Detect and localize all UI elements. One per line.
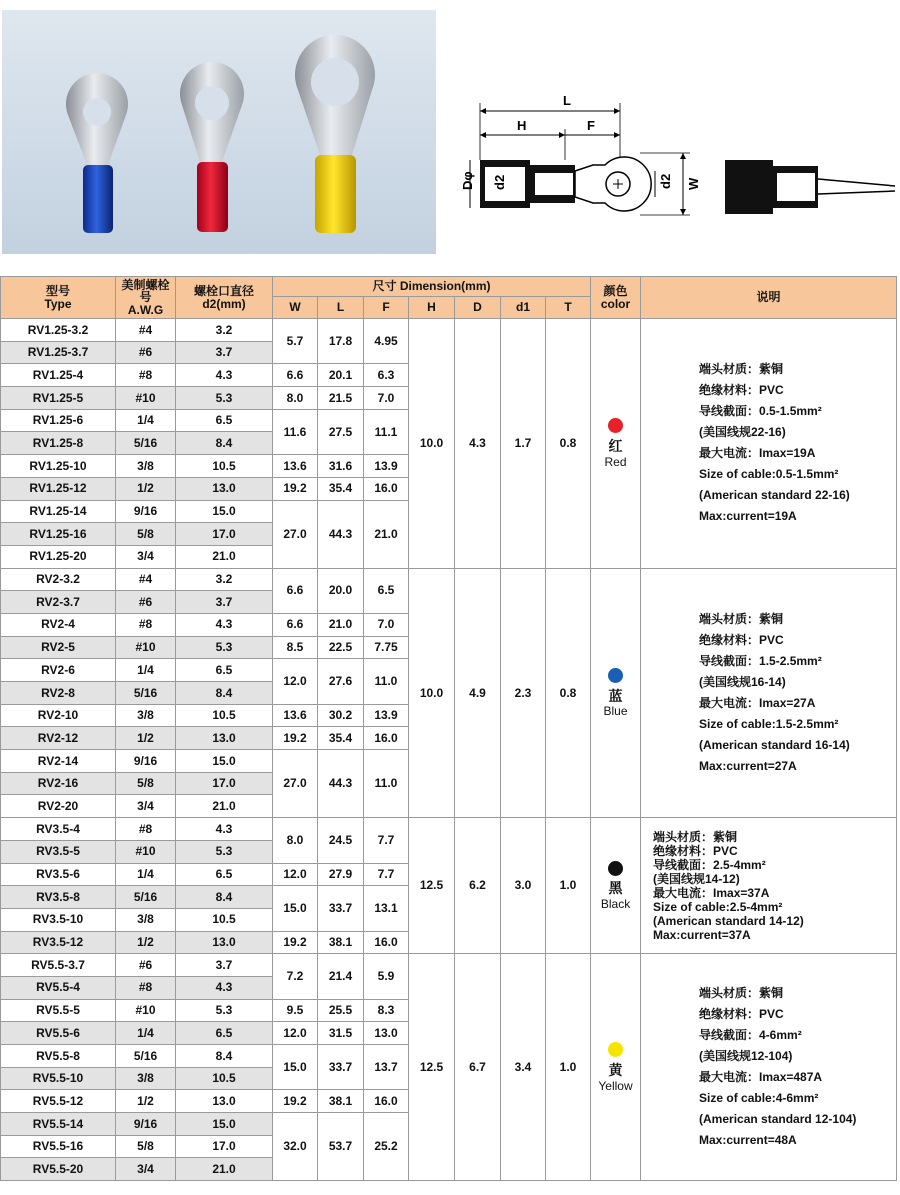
cell-awg: #8 [116, 613, 176, 636]
cell-W: 6.6 [273, 568, 318, 613]
cell-F: 11.1 [364, 409, 409, 454]
color-name-en: Yellow [598, 1078, 633, 1093]
cell-type: RV1.25-16 [1, 523, 116, 546]
cell-type: RV2-5 [1, 636, 116, 659]
cell-d2: 13.0 [176, 477, 273, 500]
color-name-en: Red [604, 454, 627, 469]
header-dimension: 尺寸 Dimension(mm) [273, 277, 591, 297]
cell-d2: 13.0 [176, 1090, 273, 1113]
description-line: 端头材质：紫铜 [699, 362, 784, 377]
cell-F: 16.0 [364, 1090, 409, 1113]
cell-type: RV1.25-8 [1, 432, 116, 455]
cell-type: RV5.5-12 [1, 1090, 116, 1113]
cell-d2: 21.0 [176, 545, 273, 568]
cell-F: 13.9 [364, 704, 409, 727]
cell-type: RV1.25-3.2 [1, 319, 116, 342]
cell-d2: 5.3 [176, 387, 273, 410]
cell-d2: 17.0 [176, 1135, 273, 1158]
cell-type: RV1.25-4 [1, 364, 116, 387]
header-d2-en: d2(mm) [202, 296, 246, 311]
header-dim-d1: d1 [501, 297, 546, 319]
cell-W: 8.5 [273, 636, 318, 659]
cell-d2: 4.3 [176, 364, 273, 387]
cell-awg: 1/4 [116, 863, 176, 886]
description-line: 最大电流：Imax=19A [699, 446, 816, 461]
cell-type: RV2-6 [1, 659, 116, 682]
description-line: (American standard 14-12) [653, 913, 804, 928]
color-dot-icon [608, 861, 623, 876]
cell-W: 8.0 [273, 387, 318, 410]
header-color [591, 277, 641, 319]
cell-d1: 2.3 [501, 568, 546, 818]
table-row [1, 319, 897, 342]
cell-type: RV3.5-4 [1, 818, 116, 841]
description-line: Size of cable:4-6mm² [699, 1091, 819, 1106]
cell-awg: #8 [116, 976, 176, 999]
cell-type: RV5.5-16 [1, 1135, 116, 1158]
cell-d2: 15.0 [176, 750, 273, 773]
description-line: Max:current=19A [699, 509, 797, 524]
diagram-label-W: W [686, 177, 701, 190]
cell-L: 17.8 [318, 319, 364, 364]
cell-awg: 5/8 [116, 1135, 176, 1158]
cell-type: RV2-16 [1, 772, 116, 795]
cell-L: 44.3 [318, 500, 364, 568]
header-dim-L: L [318, 297, 364, 319]
cell-W: 27.0 [273, 500, 318, 568]
cell-W: 11.6 [273, 409, 318, 454]
diagram-label-H: H [517, 118, 527, 133]
header-color-zh: 颜色 [603, 283, 628, 298]
cell-F: 4.95 [364, 319, 409, 364]
cell-type: RV2-4 [1, 613, 116, 636]
cell-awg: 3/8 [116, 1067, 176, 1090]
cell-type: RV3.5-10 [1, 908, 116, 931]
cell-L: 33.7 [318, 886, 364, 931]
cell-awg: #6 [116, 341, 176, 364]
color-dot-icon [608, 418, 623, 433]
cell-F: 11.0 [364, 750, 409, 818]
cell-awg: 1/2 [116, 727, 176, 750]
cell-awg: 1/2 [116, 477, 176, 500]
cell-awg: 1/2 [116, 1090, 176, 1113]
color-name-zh: 蓝 [608, 687, 623, 704]
description-line: 绝缘材料：PVC [699, 632, 784, 647]
table-row [1, 954, 897, 977]
description-line: (American standard 16-14) [699, 737, 850, 752]
cell-T: 1.0 [546, 818, 591, 954]
cell-L: 27.6 [318, 659, 364, 704]
cell-d2: 6.5 [176, 1022, 273, 1045]
description-line: Size of cable:2.5-4mm² [653, 899, 783, 914]
table-row [1, 568, 897, 591]
cell-W: 32.0 [273, 1113, 318, 1181]
header-awg-en: A.W.G [127, 302, 164, 317]
cell-color [591, 818, 641, 954]
description-line: 导线截面：0.5-1.5mm² [699, 404, 822, 419]
cell-awg: #4 [116, 319, 176, 342]
cell-d2: 10.5 [176, 704, 273, 727]
cell-awg: #10 [116, 636, 176, 659]
spec-table-body [1, 319, 897, 1181]
cell-awg: 9/16 [116, 1113, 176, 1136]
cell-awg: 3/8 [116, 455, 176, 478]
diagram-label-d2-sleeve: d2 [492, 174, 507, 190]
header-awg [116, 277, 176, 319]
cell-F: 21.0 [364, 500, 409, 568]
cell-W: 19.2 [273, 477, 318, 500]
description-line: 最大电流：Imax=27A [699, 695, 816, 710]
cell-L: 38.1 [318, 1090, 364, 1113]
cell-F: 6.3 [364, 364, 409, 387]
header-awg-zh: 美制螺栓号 [121, 277, 170, 305]
description-line: 导线截面：1.5-2.5mm² [699, 653, 822, 668]
red-terminal [180, 62, 244, 232]
cell-type: RV5.5-5 [1, 999, 116, 1022]
yellow-terminal [295, 35, 375, 233]
cell-F: 7.7 [364, 863, 409, 886]
cell-T: 0.8 [546, 568, 591, 818]
cell-L: 25.5 [318, 999, 364, 1022]
cell-type: RV1.25-3.7 [1, 341, 116, 364]
description-line: 端头材质：紫铜 [699, 986, 784, 1001]
header-color-en: color [600, 296, 631, 311]
header-d2-zh: 螺栓口直径 [193, 283, 254, 298]
cell-d2: 17.0 [176, 523, 273, 546]
cell-d2: 15.0 [176, 1113, 273, 1136]
cell-type: RV2-14 [1, 750, 116, 773]
color-name-en: Black [600, 897, 631, 912]
cell-d2: 8.4 [176, 886, 273, 909]
description-line: 绝缘材料：PVC [699, 383, 784, 398]
cell-type: RV1.25-10 [1, 455, 116, 478]
cell-type: RV1.25-12 [1, 477, 116, 500]
cell-awg: 3/4 [116, 545, 176, 568]
cell-L: 20.0 [318, 568, 364, 613]
cell-type: RV2-20 [1, 795, 116, 818]
cell-d2: 5.3 [176, 999, 273, 1022]
cell-W: 6.6 [273, 613, 318, 636]
cell-d2: 10.5 [176, 1067, 273, 1090]
cell-L: 27.9 [318, 863, 364, 886]
cell-W: 13.6 [273, 704, 318, 727]
ring-terminals-illustration [2, 10, 436, 254]
header-description: 说明 [641, 277, 897, 319]
cell-awg: 1/4 [116, 409, 176, 432]
cell-d2: 13.0 [176, 727, 273, 750]
cell-awg: #10 [116, 999, 176, 1022]
cell-awg: #10 [116, 387, 176, 410]
cell-W: 12.0 [273, 863, 318, 886]
cell-type: RV3.5-5 [1, 840, 116, 863]
cell-type: RV3.5-8 [1, 886, 116, 909]
cell-d2: 8.4 [176, 682, 273, 705]
cell-D: 6.2 [455, 818, 501, 954]
cell-F: 11.0 [364, 659, 409, 704]
cell-F: 13.9 [364, 455, 409, 478]
description-line: (美国线规16-14) [699, 674, 786, 689]
cell-H: 12.5 [409, 954, 455, 1181]
cell-L: 35.4 [318, 477, 364, 500]
cell-type: RV5.5-20 [1, 1158, 116, 1181]
cell-d2: 4.3 [176, 976, 273, 999]
description-line: 导线截面：4-6mm² [699, 1028, 802, 1043]
description-line: Max:current=37A [653, 927, 751, 942]
cell-awg: 5/8 [116, 772, 176, 795]
header-dim-F: F [364, 297, 409, 319]
cell-D: 4.3 [455, 319, 501, 569]
cell-L: 20.1 [318, 364, 364, 387]
cell-W: 13.6 [273, 455, 318, 478]
cell-d2: 8.4 [176, 432, 273, 455]
cell-L: 22.5 [318, 636, 364, 659]
diagram-label-F: F [587, 118, 595, 133]
description-line: 绝缘材料：PVC [653, 843, 738, 858]
cell-W: 19.2 [273, 727, 318, 750]
color-name-zh: 黑 [608, 880, 623, 897]
color-dot-icon [608, 1042, 623, 1057]
cell-L: 21.4 [318, 954, 364, 999]
color-name-zh: 红 [608, 437, 623, 454]
cell-W: 5.7 [273, 319, 318, 364]
cell-L: 24.5 [318, 818, 364, 863]
cell-color [591, 319, 641, 569]
cell-T: 0.8 [546, 319, 591, 569]
cell-L: 44.3 [318, 750, 364, 818]
cell-T: 1.0 [546, 954, 591, 1181]
cell-d2: 17.0 [176, 772, 273, 795]
cell-type: RV5.5-3.7 [1, 954, 116, 977]
cell-d2: 3.7 [176, 341, 273, 364]
cell-D: 4.9 [455, 568, 501, 818]
description-line: 最大电流：Imax=487A [699, 1070, 823, 1085]
cell-d2: 5.3 [176, 636, 273, 659]
header-d2 [176, 277, 273, 319]
table-row [1, 818, 897, 841]
cell-awg: 5/16 [116, 682, 176, 705]
cell-d1: 3.0 [501, 818, 546, 954]
cell-d1: 1.7 [501, 319, 546, 569]
cell-type: RV1.25-20 [1, 545, 116, 568]
cell-awg: 5/16 [116, 432, 176, 455]
header-type [1, 277, 116, 319]
cell-awg: 1/4 [116, 659, 176, 682]
cell-awg: 3/4 [116, 1158, 176, 1181]
cell-F: 16.0 [364, 727, 409, 750]
cell-type: RV5.5-10 [1, 1067, 116, 1090]
cell-awg: 5/16 [116, 1045, 176, 1068]
description-line: (美国线规14-12) [653, 871, 740, 886]
cell-W: 19.2 [273, 1090, 318, 1113]
cell-F: 8.3 [364, 999, 409, 1022]
cell-F: 7.0 [364, 387, 409, 410]
header-dim-D: D [455, 297, 501, 319]
cell-type: RV5.5-4 [1, 976, 116, 999]
cell-W: 6.6 [273, 364, 318, 387]
cell-awg: #6 [116, 954, 176, 977]
cell-awg: 3/4 [116, 795, 176, 818]
cell-d2: 13.0 [176, 931, 273, 954]
spec-table [0, 276, 897, 1181]
cell-description [641, 319, 897, 569]
cell-description [641, 818, 897, 954]
header-dim-W: W [273, 297, 318, 319]
cell-F: 16.0 [364, 931, 409, 954]
product-photo [2, 10, 436, 254]
cell-type: RV5.5-6 [1, 1022, 116, 1045]
description-line: Size of cable:0.5-1.5mm² [699, 467, 839, 482]
dimension-diagram [455, 85, 900, 235]
cell-d2: 21.0 [176, 1158, 273, 1181]
cell-type: RV2-12 [1, 727, 116, 750]
cell-d2: 3.7 [176, 954, 273, 977]
cell-d2: 3.2 [176, 568, 273, 591]
cell-F: 7.7 [364, 818, 409, 863]
cell-awg: 5/16 [116, 886, 176, 909]
cell-awg: #8 [116, 818, 176, 841]
header-dim-H: H [409, 297, 455, 319]
cell-d2: 6.5 [176, 659, 273, 682]
diagram-label-L: L [563, 93, 571, 108]
description-line: 端头材质：紫铜 [699, 611, 784, 626]
cell-W: 8.0 [273, 818, 318, 863]
cell-L: 31.6 [318, 455, 364, 478]
cell-type: RV1.25-6 [1, 409, 116, 432]
cell-color [591, 954, 641, 1181]
diagram-label-d2-ring: d2 [658, 173, 673, 189]
cell-d2: 3.2 [176, 319, 273, 342]
cell-d2: 4.3 [176, 818, 273, 841]
cell-H: 10.0 [409, 319, 455, 569]
cell-type: RV2-10 [1, 704, 116, 727]
description-line: Max:current=27A [699, 758, 797, 773]
cell-d2: 8.4 [176, 1045, 273, 1068]
description-line: 最大电流：Imax=37A [653, 885, 770, 900]
description-line: (American standard 22-16) [699, 488, 850, 503]
header-type-zh: 型号 [45, 283, 70, 298]
description-line: 绝缘材料：PVC [699, 1007, 784, 1022]
cell-awg: #10 [116, 840, 176, 863]
description-line: (美国线规12-104) [699, 1049, 793, 1064]
cell-awg: 3/8 [116, 704, 176, 727]
cell-awg: 9/16 [116, 500, 176, 523]
cell-type: RV1.25-14 [1, 500, 116, 523]
cell-L: 33.7 [318, 1045, 364, 1090]
cell-d2: 3.7 [176, 591, 273, 614]
color-name-zh: 黄 [608, 1061, 623, 1078]
cell-type: RV2-3.2 [1, 568, 116, 591]
cell-awg: #4 [116, 568, 176, 591]
description-line: Max:current=48A [699, 1133, 797, 1148]
cell-L: 21.5 [318, 387, 364, 410]
cell-description [641, 568, 897, 818]
cell-D: 6.7 [455, 954, 501, 1181]
blue-terminal [66, 73, 128, 233]
cell-F: 13.0 [364, 1022, 409, 1045]
cell-F: 13.1 [364, 886, 409, 931]
cell-d2: 4.3 [176, 613, 273, 636]
cell-W: 27.0 [273, 750, 318, 818]
cell-L: 30.2 [318, 704, 364, 727]
cell-awg: 1/4 [116, 1022, 176, 1045]
cell-type: RV5.5-14 [1, 1113, 116, 1136]
cell-W: 7.2 [273, 954, 318, 999]
cell-d2: 10.5 [176, 455, 273, 478]
cell-color [591, 568, 641, 818]
cell-type: RV3.5-6 [1, 863, 116, 886]
cell-W: 15.0 [273, 886, 318, 931]
cell-d2: 5.3 [176, 840, 273, 863]
description-line: 导线截面：2.5-4mm² [653, 857, 766, 872]
cell-type: RV1.25-5 [1, 387, 116, 410]
cell-F: 7.75 [364, 636, 409, 659]
cell-awg: #8 [116, 364, 176, 387]
cell-awg: 1/2 [116, 931, 176, 954]
cell-F: 13.7 [364, 1045, 409, 1090]
cell-type: RV2-3.7 [1, 591, 116, 614]
cell-L: 38.1 [318, 931, 364, 954]
cell-description [641, 954, 897, 1181]
cell-W: 12.0 [273, 659, 318, 704]
color-name-en: Blue [603, 704, 628, 719]
color-dot-icon [608, 668, 623, 683]
cell-type: RV3.5-12 [1, 931, 116, 954]
cell-H: 10.0 [409, 568, 455, 818]
cell-awg: #6 [116, 591, 176, 614]
cell-type: RV2-8 [1, 682, 116, 705]
cell-d2: 6.5 [176, 409, 273, 432]
description-line: (American standard 12-104) [699, 1112, 857, 1127]
cell-d2: 15.0 [176, 500, 273, 523]
cell-L: 53.7 [318, 1113, 364, 1181]
cell-F: 6.5 [364, 568, 409, 613]
cell-d2: 6.5 [176, 863, 273, 886]
cell-W: 15.0 [273, 1045, 318, 1090]
cell-W: 12.0 [273, 1022, 318, 1045]
cell-W: 9.5 [273, 999, 318, 1022]
cell-L: 21.0 [318, 613, 364, 636]
cell-W: 19.2 [273, 931, 318, 954]
cell-awg: 5/8 [116, 523, 176, 546]
cell-awg: 3/8 [116, 908, 176, 931]
cell-F: 7.0 [364, 613, 409, 636]
cell-L: 27.5 [318, 409, 364, 454]
diagram-label-Dphi: Dφ [460, 171, 475, 190]
cell-d1: 3.4 [501, 954, 546, 1181]
cell-L: 31.5 [318, 1022, 364, 1045]
description-line: Size of cable:1.5-2.5mm² [699, 716, 839, 731]
cell-F: 16.0 [364, 477, 409, 500]
cell-F: 25.2 [364, 1113, 409, 1181]
cell-awg: 9/16 [116, 750, 176, 773]
cell-d2: 21.0 [176, 795, 273, 818]
description-line: (美国线规22-16) [699, 425, 786, 440]
cell-type: RV5.5-8 [1, 1045, 116, 1068]
cell-F: 5.9 [364, 954, 409, 999]
cell-H: 12.5 [409, 818, 455, 954]
header-type-en: Type [44, 296, 72, 311]
cell-d2: 10.5 [176, 908, 273, 931]
description-line: 端头材质：紫铜 [653, 829, 738, 844]
header-dim-T: T [546, 297, 591, 319]
cell-L: 35.4 [318, 727, 364, 750]
